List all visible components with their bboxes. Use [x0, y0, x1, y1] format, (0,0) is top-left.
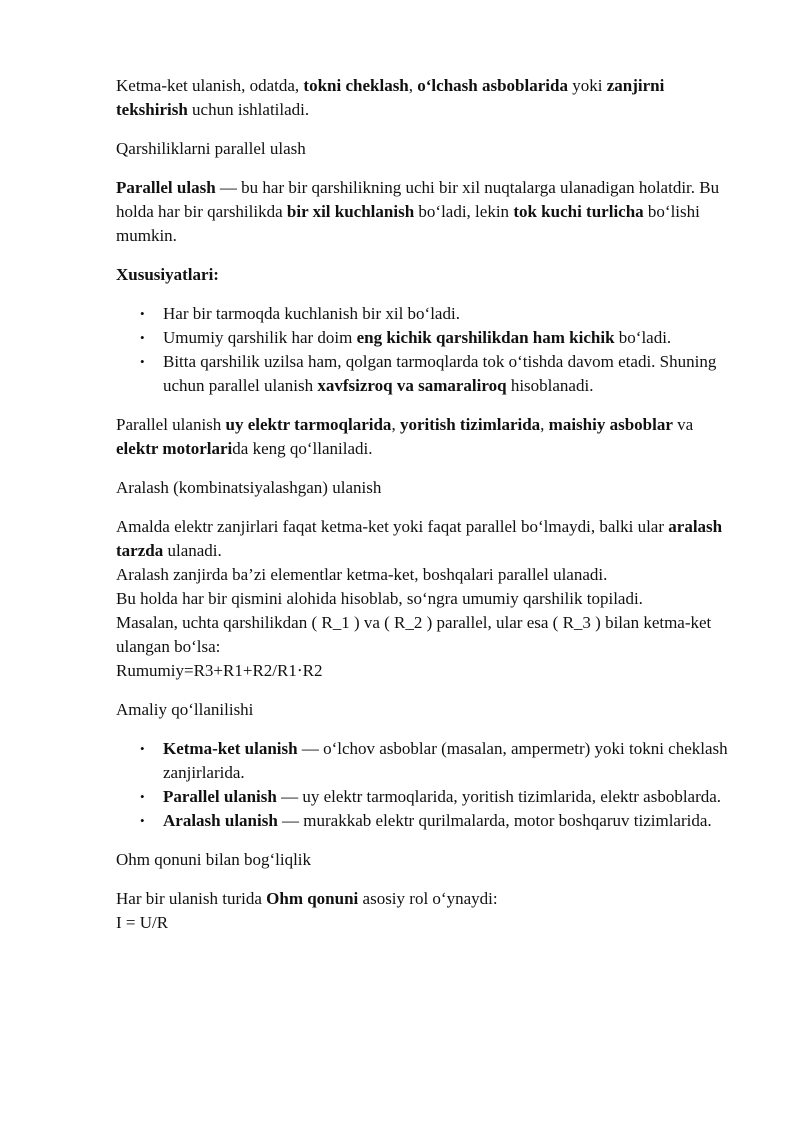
paragraph-mixed: [116, 515, 736, 683]
bold-text: aralash tarzda: [116, 517, 723, 560]
text: Bitta qarshilik uzilsa ham, qolgan tarmoqlarda tok o‘tishda davom etadi. Shuning uchun parallel ulanish: [163, 352, 717, 395]
bullet-icon: •: [140, 741, 145, 756]
bold-text: elektr motorlari: [116, 439, 233, 458]
document-page: [116, 74, 736, 950]
heading-parallel: Qarshiliklarni parallel ulash: [116, 139, 306, 158]
text: — bu har bir qarshilikning uchi bir xil nuqtalarga ulanadigan holatdir. Bu holda har bir qarshilikda: [116, 178, 720, 221]
heading-properties: [116, 263, 736, 287]
bold-text: Aralash ulanish: [163, 811, 278, 830]
bold-text: tok kuchi turlicha: [513, 202, 644, 221]
bold-text: uy elektr tarmoqlarida: [225, 415, 392, 434]
list-item: [116, 809, 736, 833]
list-item: [116, 737, 736, 785]
text: yoki: [567, 76, 607, 95]
list-item: [116, 350, 736, 398]
bold-text: bir xil kuchlanish: [286, 202, 415, 221]
text: ,: [540, 415, 549, 434]
bold-text: Ohm qonuni: [266, 889, 359, 908]
text: — murakkab elektr qurilmalarda, motor boshqaruv tizimlarida.: [277, 811, 712, 830]
text-line: Masalan, uchta qarshilikdan ( R_1 ) va ( R_2 ) parallel, ular esa ( R_3 ) bilan ketma-ket ulangan bo‘lsa:: [116, 613, 712, 656]
paragraph-ohm: [116, 887, 736, 935]
bold-text: eng kichik qarshilikdan ham kichik: [356, 328, 615, 347]
text: bo‘lishi mumkin.: [116, 202, 700, 245]
bold-text: xavfsizroq va samaraliroq: [317, 376, 507, 395]
text-line: Aralash zanjirda ba’zi elementlar ketma-ket, boshqalari parallel ulanadi.: [116, 565, 608, 584]
bullet-icon: •: [140, 330, 145, 345]
text: — uy elektr tarmoqlarida, yoritish tizimlarida, elektr asboblarda.: [276, 787, 722, 806]
heading-ohm: Ohm qonuni bilan bog‘liqlik: [116, 850, 312, 869]
text: — o‘lchov asboblar (masalan, ampermetr) yoki tokni cheklash zanjirlarida.: [163, 739, 728, 782]
heading-practice: Amaliy qo‘llanilishi: [116, 700, 254, 719]
text: Har bir ulanish turida: [116, 889, 267, 908]
heading-mixed: Aralash (kombinatsiyalashgan) ulanish: [116, 478, 382, 497]
text: asosiy rol o‘ynaydi:: [358, 889, 498, 908]
text: da keng qo‘llaniladi.: [232, 439, 373, 458]
practice-list: [116, 737, 736, 833]
text: ,: [391, 415, 400, 434]
bold-text: zanjirni tekshirish: [116, 76, 665, 119]
formula: I = U/R: [116, 913, 169, 932]
bold-text: Parallel ulanish: [163, 787, 277, 806]
text: uchun ishlatiladi.: [187, 100, 310, 119]
list-item: [116, 326, 736, 350]
text: Ketma-ket ulanish, odatda,: [116, 76, 304, 95]
text-line: Bu holda har bir qismini alohida hisoblab, so‘ngra umumiy qarshilik topiladi.: [116, 589, 643, 608]
text: Har bir tarmoqda kuchlanish bir xil bo‘ladi.: [163, 304, 460, 323]
text: bo‘ladi, lekin: [414, 202, 514, 221]
text: ulanadi.: [163, 541, 222, 560]
bold-text: Ketma-ket ulanish: [163, 739, 298, 758]
bold-text: Xususiyatlari:: [116, 265, 219, 284]
text: hisoblanadi.: [506, 376, 594, 395]
properties-list: [116, 302, 736, 398]
text: ,: [408, 76, 418, 95]
text: Parallel ulanish: [116, 415, 226, 434]
bullet-icon: •: [140, 813, 145, 828]
list-item: [116, 785, 736, 809]
text: Umumiy qarshilik har doim: [163, 328, 357, 347]
paragraph-parallel-usage: [116, 413, 736, 461]
bold-text: Parallel ulash: [116, 178, 216, 197]
text: va: [672, 415, 694, 434]
bold-text: tokni cheklash: [303, 76, 409, 95]
bold-text: maishiy asboblar: [548, 415, 673, 434]
text: Amalda elektr zanjirlari faqat ketma-ket yoki faqat parallel bo‘lmaydi, balki ular: [116, 517, 669, 536]
bold-text: o‘lchash asboblarida: [417, 76, 568, 95]
list-item: [116, 302, 736, 326]
formula: Rumumiy=R3+R1+R2/R1⋅R2: [116, 661, 323, 680]
paragraph-parallel-definition: [116, 176, 736, 248]
paragraph-series-usage: [116, 74, 736, 122]
bold-text: yoritish tizimlarida: [399, 415, 541, 434]
bullet-icon: •: [140, 789, 145, 804]
text: bo‘ladi.: [614, 328, 672, 347]
bullet-icon: •: [140, 354, 145, 369]
bullet-icon: •: [140, 306, 145, 321]
